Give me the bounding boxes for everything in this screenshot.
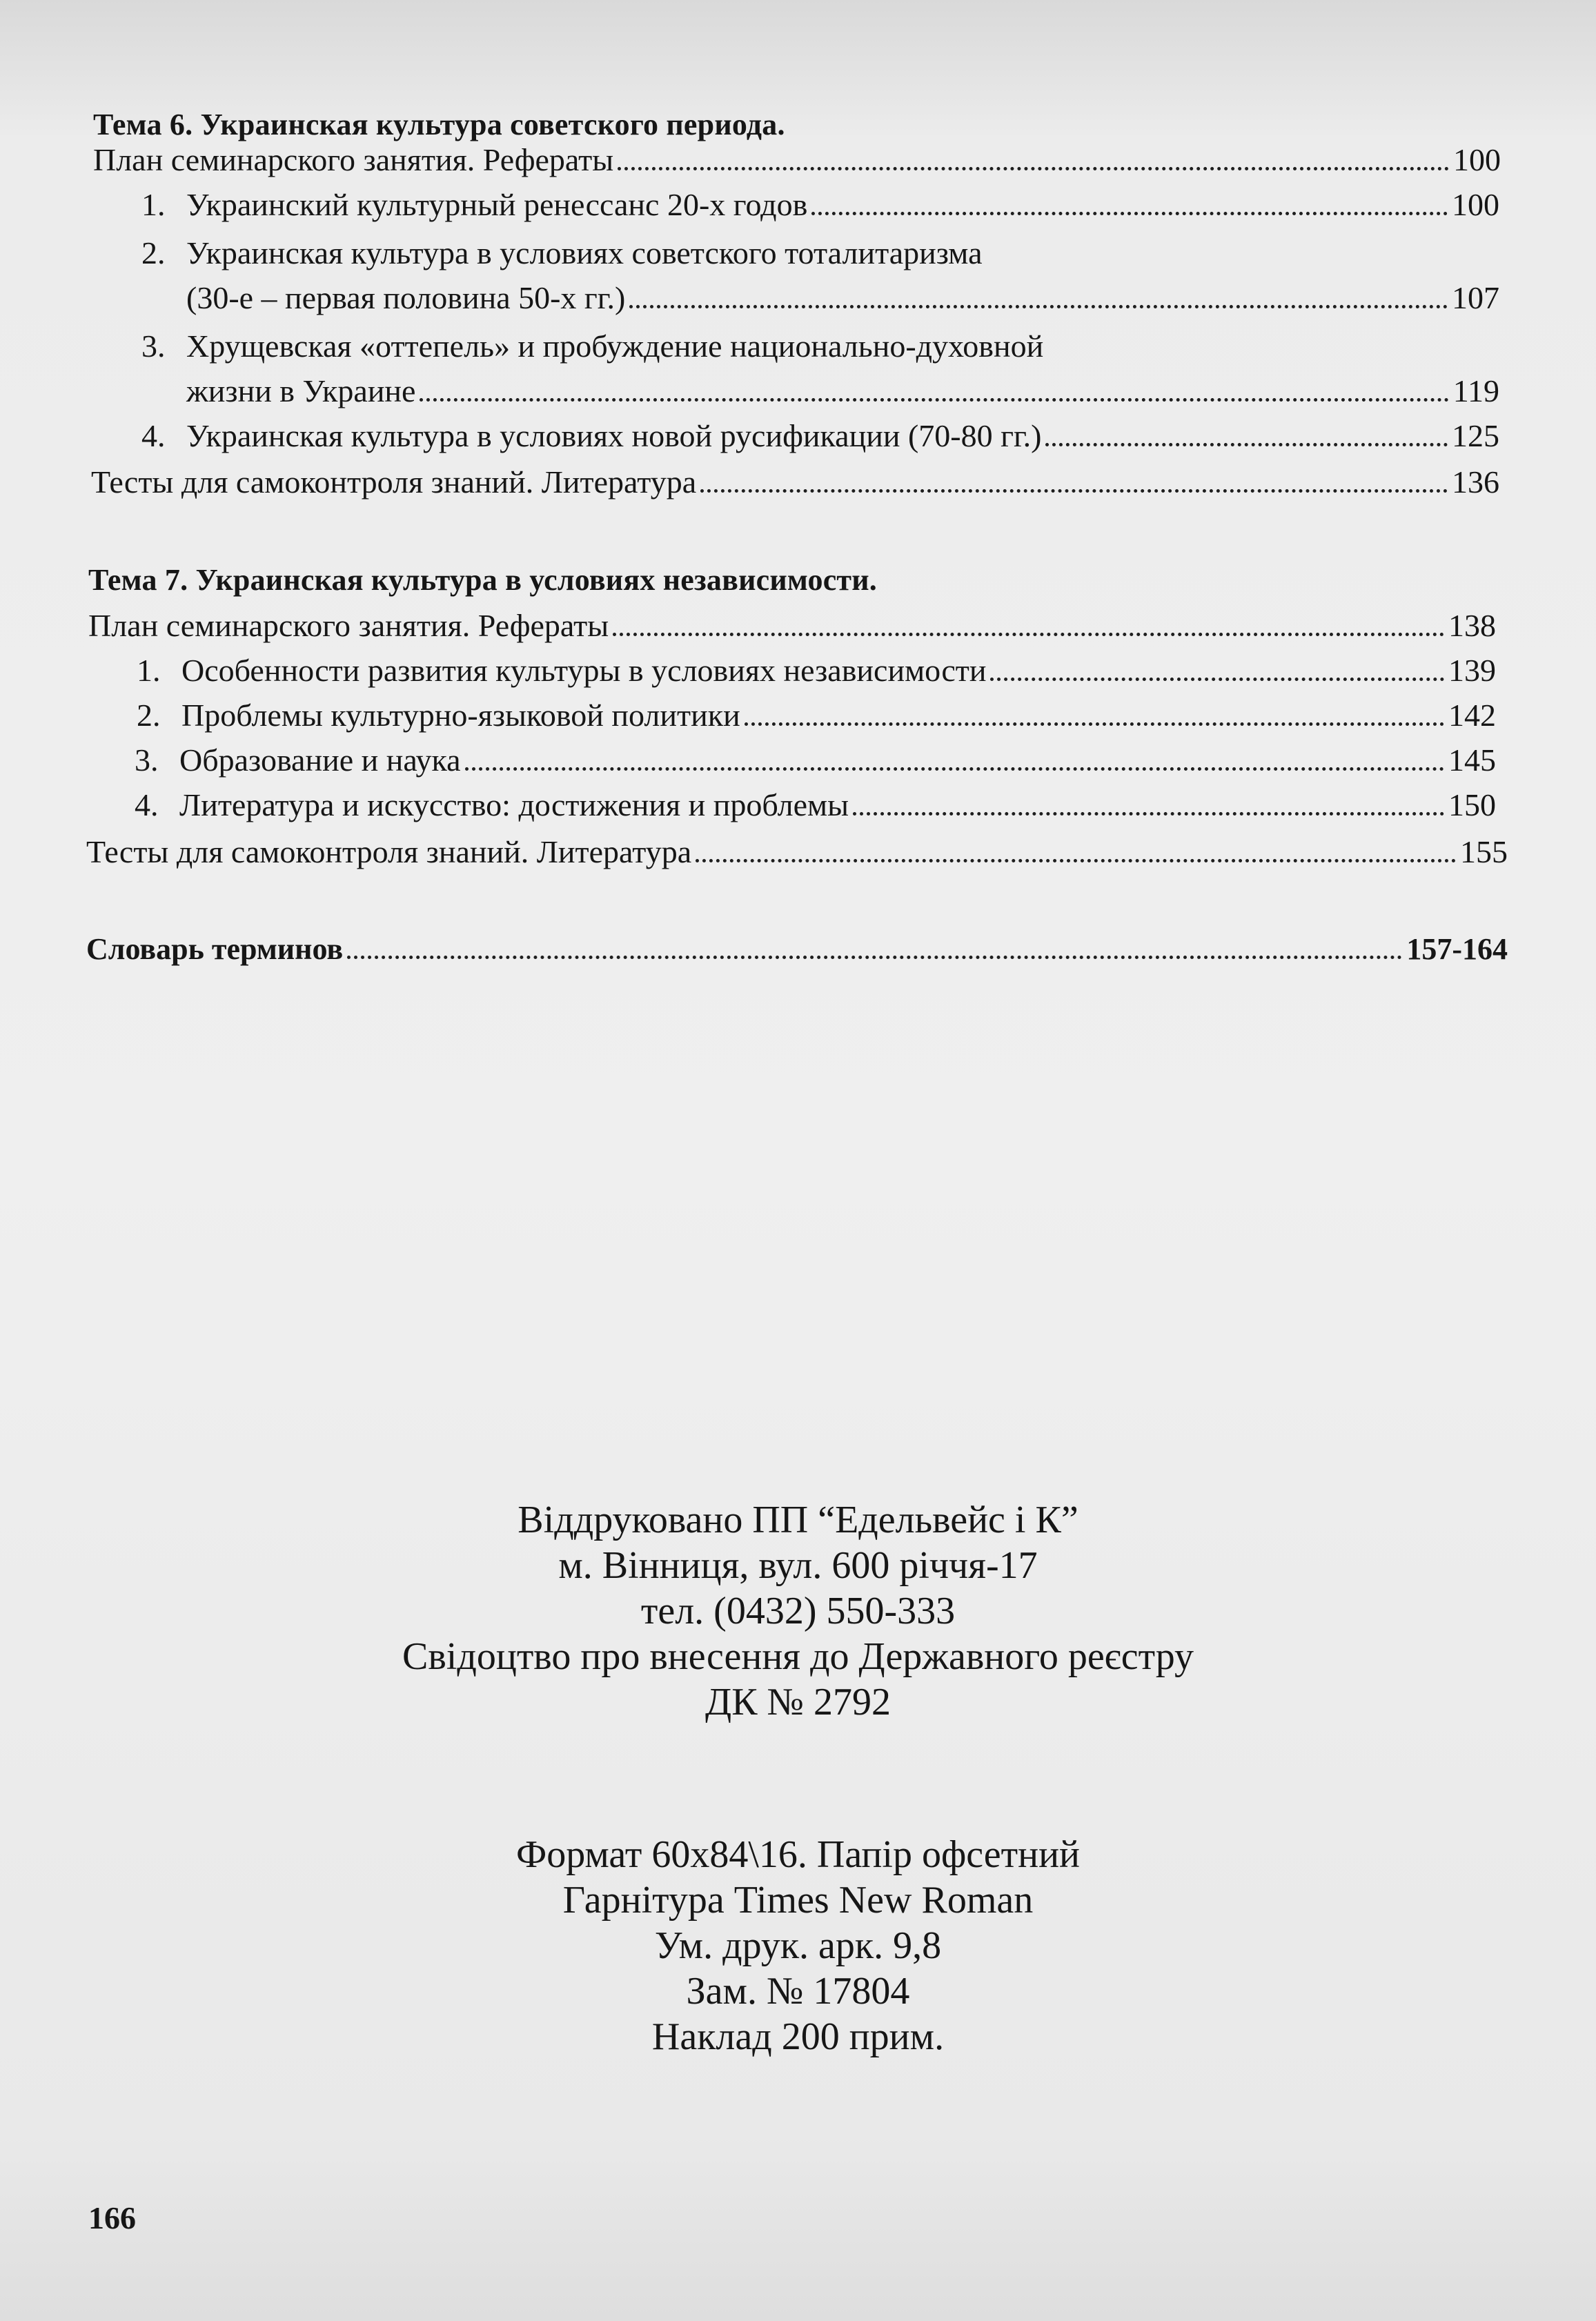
toc-entry-title: Словарь терминов [86,932,344,966]
page-number: 166 [88,2200,136,2235]
toc-entry-title: Литература и искусство: достижения и проблемы [179,787,849,822]
toc-entry-page: 136 [1452,464,1499,500]
toc-entry-topic-6-item-2-line-1[interactable] [141,235,983,271]
imprint-address: м. Вінниця, вул. 600 річчя-17 [558,1544,1038,1587]
dot-leader [629,305,1448,308]
imprint-print-run: Наклад 200 прим. [651,2015,945,2058]
toc-entry-title: Украинская культура в условиях новой русификации (70-80 гг.) [186,418,1042,453]
toc-entry-title: Тесты для самоконтроля знаний. Литература [86,834,692,869]
imprint-publisher-block [0,1497,1596,1725]
dot-leader [700,489,1448,493]
toc-entry-number: 1. [137,653,161,688]
imprint-typeface: Гарнітура Times New Roman [562,1879,1034,1922]
imprint-format: Формат 60х84\16. Папір офсетний [515,1833,1081,1876]
dot-leader [420,398,1448,402]
topic-7-heading: Тема 7. Украинская культура в условиях независимости. [88,563,877,597]
toc-entry-number: 4. [135,787,159,822]
toc-entry-number: 3. [135,742,159,778]
toc-entry-page: 107 [1452,280,1499,315]
dot-leader [618,167,1449,170]
dot-leader [811,212,1448,215]
toc-entry-topic-6-item-2[interactable] [186,279,1499,316]
dot-leader [990,678,1444,681]
toc-entry-topic-7-plan[interactable] [88,607,1496,644]
dot-leader [853,812,1444,816]
dot-leader [465,767,1444,771]
toc-entry-topic-6-item-1[interactable] [141,186,1499,223]
imprint-phone: тел. (0432) 550-333 [640,1590,956,1632]
imprint-printed-by: Віддруковано ПП “Едельвейс і К” [518,1499,1078,1541]
toc-entry-number: 1. [141,187,166,222]
imprint-print-specs-block [0,1832,1596,2060]
toc-entry-page: 138 [1448,608,1496,643]
toc-entry-page: 150 [1448,787,1496,822]
dot-leader [696,859,1456,862]
toc-entry-page: 145 [1448,742,1496,778]
toc-entry-topic-6-item-3-line-1[interactable] [141,328,1043,364]
toc-entry-topic-6-tests[interactable] [91,464,1499,500]
toc-entry-topic-6-item-3[interactable] [186,373,1499,409]
toc-entry-page: 100 [1453,142,1501,177]
toc-entry-title: Образование и наука [179,742,461,778]
toc-entry-title: Украинская культура в условиях советского тоталитаризма [186,235,983,270]
toc-entry-page: 142 [1448,698,1496,733]
toc-entry-title: Украинский культурный ренессанс 20-х годов [186,187,808,222]
toc-entry-topic-7-item-3[interactable] [135,742,1496,778]
toc-entry-page: 155 [1460,834,1508,869]
toc-entry-number: 4. [141,418,166,453]
toc-entry-title: Тесты для самоконтроля знаний. Литература [91,464,697,500]
toc-entry-page: 119 [1452,373,1499,408]
toc-entry-page: 125 [1452,418,1499,453]
imprint-certificate: Свідоцтво про внесення до Державного реєстру [402,1635,1194,1678]
imprint-certificate-number: ДК № 2792 [705,1681,891,1724]
toc-entry-title: Хрущевская «оттепель» и пробуждение национально-духовной [186,328,1044,364]
toc-entry-title: жизни в Украине [186,373,416,408]
dot-leader [613,633,1444,636]
toc-entry-title: Особенности развития культуры в условиях независимости [181,653,987,688]
toc-entry-number: 2. [141,235,166,270]
dot-leader [1045,443,1448,446]
toc-entry-topic-7-tests[interactable] [86,833,1508,870]
toc-entry-topic-7-item-2[interactable] [137,697,1496,733]
toc-entry-topic-6-plan[interactable] [93,141,1501,178]
dot-leader [745,722,1444,726]
toc-entry-number: 2. [137,698,161,733]
toc-entry-title: Проблемы культурно-языковой политики [181,698,740,733]
toc-entry-title: План семинарского занятия. Рефераты [88,608,609,643]
imprint-sheets: Ум. друк. арк. 9,8 [654,1924,942,1967]
imprint-order: Зам. № 17804 [686,1970,910,2013]
dot-leader [347,956,1402,959]
toc-entry-topic-7-item-4[interactable] [135,787,1496,823]
toc-entry-page: 157-164 [1406,932,1508,966]
toc-entry-topic-7-item-1[interactable] [137,652,1496,689]
toc-entry-topic-6-item-4[interactable] [141,417,1499,454]
toc-entry-title: (30-е – первая половина 50-х гг.) [186,280,626,315]
toc-entry-page: 100 [1452,187,1499,222]
toc-entry-glossary[interactable] [86,931,1508,967]
toc-entry-title: План семинарского занятия. Рефераты [93,142,614,177]
topic-6-heading: Тема 6. Украинская культура советского периода. [93,108,785,141]
toc-entry-number: 3. [141,328,166,364]
toc-entry-page: 139 [1448,653,1496,688]
